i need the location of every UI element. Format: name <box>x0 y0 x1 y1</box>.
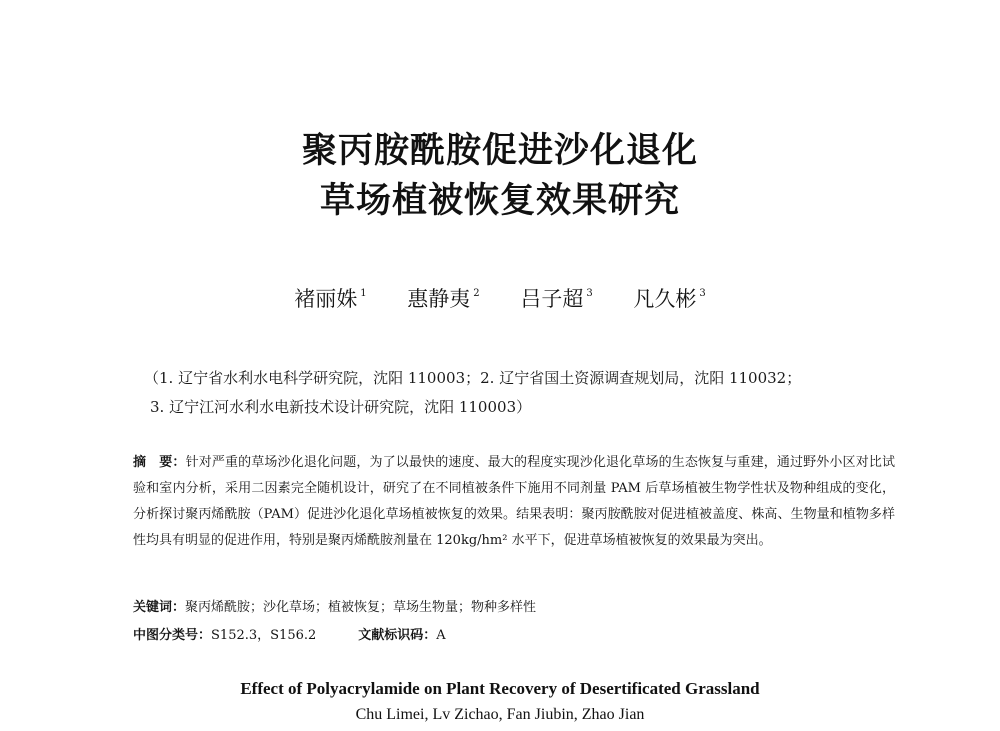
author-name: 吕子超 <box>520 287 584 311</box>
doc-code-value: A <box>436 628 446 643</box>
keywords-text: 聚丙烯酰胺；沙化草场；植被恢复；草场生物量；物种多样性 <box>185 600 537 615</box>
author-name: 惠静夷 <box>407 287 471 311</box>
title-line-2: 草场植被恢复效果研究 <box>319 181 680 221</box>
keywords <box>133 596 895 615</box>
abstract <box>133 450 895 554</box>
affiliation-line-2: 3. 辽宁江河水利水电新技术设计研究院，沈阳 110003） <box>150 398 532 416</box>
author <box>633 283 705 313</box>
author <box>294 283 366 313</box>
author <box>407 283 479 313</box>
affiliation-line-1: （1. 辽宁省水利水电科学研究院，沈阳 110003；2. 辽宁省国土资源调查规划局，沈阳 110032； <box>144 369 802 387</box>
author-affiliation-mark: 1 <box>360 288 367 299</box>
keywords-label: 关键词： <box>133 600 186 615</box>
clc-value: S152.3，S156.2 <box>211 628 317 643</box>
author-name: 凡久彬 <box>633 287 697 311</box>
abstract-label: 摘 要： <box>133 455 186 470</box>
english-authors: Chu Limei, Lv Zichao, Fan Jiubin, Zhao Jian <box>355 706 645 723</box>
clc-label: 中图分类号： <box>133 628 212 643</box>
author <box>520 283 592 313</box>
author-affiliation-mark: 2 <box>473 288 480 299</box>
doc-code-label: 文献标识码： <box>358 628 437 643</box>
author-affiliation-mark: 3 <box>586 288 593 299</box>
abstract-text: 针对严重的草场沙化退化问题，为了以最快的速度、最大的程度实现沙化退化草场的生态恢复与重建，通过野外小区对比试验和室内分析，采用二因素完全随机设计，研究了在不同植被条件下施用不同剂量 PAM 后草场植被生物学性状及物种组成的变化，分析探讨聚丙烯酰胺（PAM）促进沙化退化草场植被恢复的效果。结果表明：聚丙胺酰胺对促进植被盖度、株高、生物量和植物多样性均具有明显的促进作用，特别是聚丙烯酰胺剂量在 120kg/hm² 水平下，促进草场植被恢复的效果最为突出。 <box>133 455 895 548</box>
title-line-1: 聚丙胺酰胺促进沙化退化 <box>301 131 698 171</box>
author-name: 褚丽姝 <box>294 287 358 311</box>
author-affiliation-mark: 3 <box>699 288 706 299</box>
author-list <box>0 283 1000 313</box>
english-title: Effect of Polyacrylamide on Plant Recovery of Desertificated Grassland <box>240 679 760 698</box>
classification <box>133 624 895 643</box>
